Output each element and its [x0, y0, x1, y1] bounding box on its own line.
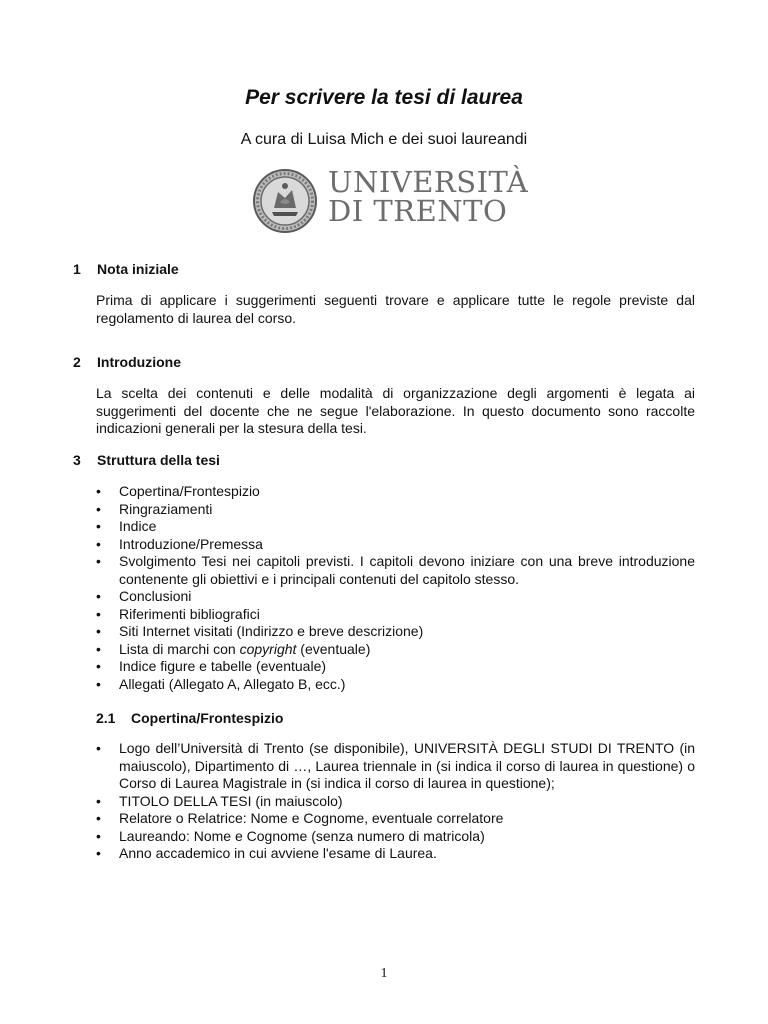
subsection-heading-copertina [96, 710, 283, 726]
list-item: • Relatore o Relatrice: Nome e Cognome, eventuale correlatore [96, 810, 504, 826]
bullet-icon: • [96, 535, 101, 552]
logo-line-1: UNIVERSITÀ [328, 165, 529, 199]
page-number: 1 [380, 966, 388, 981]
logo-line-2: DI TRENTO [328, 194, 508, 228]
bullet-icon: • [96, 500, 101, 517]
bullet-icon: • [96, 640, 101, 657]
bullet-icon: • [96, 605, 101, 622]
section-heading-nota-iniziale [73, 261, 179, 277]
section-title: Struttura della tesi [97, 452, 220, 468]
university-logo-text [328, 165, 529, 228]
subsection-title: Copertina/Frontespizio [131, 710, 284, 726]
list-item: • Conclusioni [96, 588, 192, 604]
subsection-number: 2.1 [96, 710, 116, 726]
university-logo [252, 165, 529, 238]
list-item: • Allegati (Allegato A, Allegato B, ecc.) [96, 675, 346, 692]
section-heading-struttura [73, 452, 220, 468]
list-item: • Copertina/Frontespizio [96, 483, 260, 499]
document-title: Per scrivere la tesi di laurea [245, 86, 523, 109]
list-item: • Siti Internet visitati (Indirizzo e breve descrizione) [96, 623, 424, 639]
copyright-term: copyright [239, 640, 297, 657]
struttura-list [96, 483, 695, 693]
list-item: • Lista di marchi con copyright (eventuale) [96, 640, 371, 657]
list-item: • TITOLO DELLA TESI (in maiuscolo) [96, 792, 343, 809]
bullet-icon: • [96, 623, 101, 639]
bullet-icon: • [96, 588, 101, 604]
bullet-icon: • [96, 675, 101, 692]
list-item: • Introduzione/Premessa [96, 535, 263, 552]
bullet-icon: • [96, 827, 101, 844]
list-item: • Laureando: Nome e Cognome (senza numero di matricola) [96, 827, 485, 844]
section-number: 2 [73, 354, 81, 370]
list-item: • Svolgimento Tesi nei capitoli previsti. I capitoli devono iniziare con una breve introduzione contenente gli obiettivi e i principali contenuti del capitolo stesso. [96, 553, 695, 587]
section-title: Introduzione [97, 354, 181, 370]
list-item: • Ringraziamenti [96, 500, 213, 517]
bullet-icon: • [96, 553, 101, 569]
bullet-icon: • [96, 740, 101, 756]
bullet-icon: • [96, 483, 101, 499]
section-number: 1 [73, 261, 81, 277]
bullet-icon: • [96, 658, 101, 674]
section-title: Nota iniziale [97, 261, 179, 277]
bullet-icon: • [96, 810, 101, 826]
bullet-icon: • [96, 845, 101, 861]
bullet-icon: • [96, 792, 101, 809]
list-item: • Anno accademico in cui avviene l'esame di Laurea. [96, 845, 437, 861]
list-item: • Riferimenti bibliografici [96, 605, 260, 622]
section-heading-introduzione [73, 354, 181, 370]
section-paragraph-nota-iniziale: Prima di applicare i suggerimenti seguenti trovare e applicare tutte le regole previste dal regolamento di laurea del corso. [96, 292, 695, 326]
list-item: • Indice [96, 518, 157, 534]
document-subtitle: A cura di Luisa Mich e dei suoi laureandi [240, 131, 528, 148]
bullet-icon: • [96, 518, 101, 534]
section-paragraph-introduzione: La scelta dei contenuti e delle modalità di organizzazione degli argomenti è legata ai suggerimenti del docente che ne segue l'elaborazione. In questo documento sono raccolte indicazioni generali per la stesura della tesi. [96, 385, 695, 436]
section-number: 3 [73, 452, 81, 468]
copertina-list [96, 740, 695, 863]
list-item: • Indice figure e tabelle (eventuale) [96, 658, 327, 674]
list-item: • Logo dell’Università di Trento (se disponibile), UNIVERSITÀ DEGLI STUDI DI TRENTO (in maiuscolo), Dipartimento di …, Laurea triennale in (si indica il corso di laurea in questione) o Corso di Laurea Magistrale in (si indica il corso di laurea in questione); [96, 740, 695, 791]
university-seal-icon [252, 168, 318, 234]
